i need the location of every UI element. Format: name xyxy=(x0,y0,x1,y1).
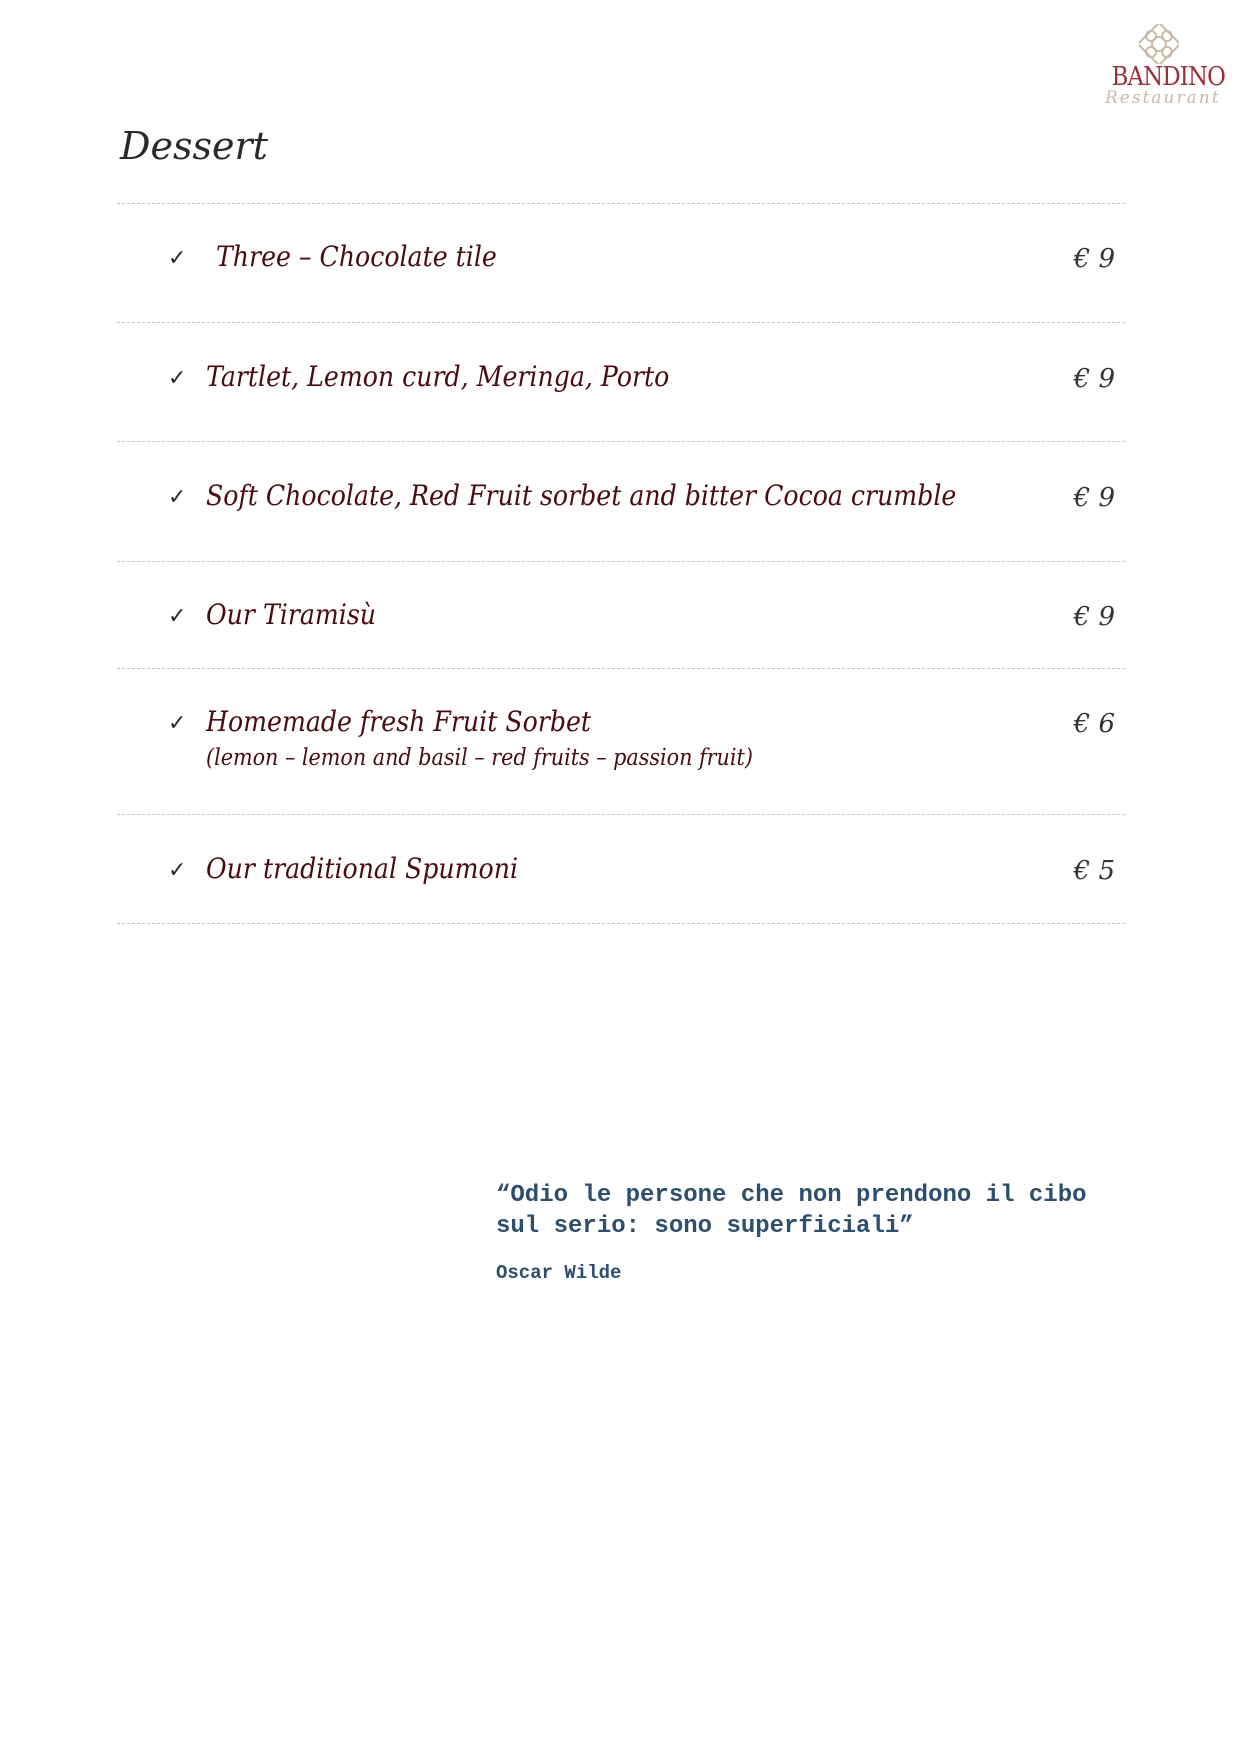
item-name: Soft Chocolate, Red Fruit sorbet and bitter Cocoa crumble xyxy=(206,479,957,512)
section-title: Dessert xyxy=(120,124,268,168)
checkmark-icon: ✓ xyxy=(168,246,187,271)
item-name: Our traditional Spumoni xyxy=(206,852,519,885)
checkmark-icon: ✓ xyxy=(168,711,187,736)
ornament-emblem-icon xyxy=(1139,24,1179,64)
item-price: € 9 xyxy=(1073,602,1115,632)
quote-author: Oscar Wilde xyxy=(496,1262,622,1284)
item-name: Our Tiramisù xyxy=(206,598,377,631)
item-price: € 6 xyxy=(1073,709,1115,739)
divider xyxy=(117,322,1125,323)
item-price: € 5 xyxy=(1073,856,1115,886)
divider xyxy=(117,923,1125,924)
logo-name: BANDINO xyxy=(1111,62,1225,92)
divider xyxy=(117,561,1125,562)
checkmark-icon: ✓ xyxy=(168,366,187,391)
item-price: € 9 xyxy=(1073,483,1115,513)
item-note: (lemon – lemon and basil – red fruits – passion fruit) xyxy=(206,745,753,771)
checkmark-icon: ✓ xyxy=(168,604,187,629)
logo-subtitle: Restaurant xyxy=(1105,88,1221,108)
divider xyxy=(117,203,1125,204)
checkmark-icon: ✓ xyxy=(168,858,187,883)
divider xyxy=(117,441,1125,442)
item-name: Tartlet, Lemon curd, Meringa, Porto xyxy=(206,360,670,393)
divider xyxy=(117,668,1125,669)
quote-text: “Odio le persone che non prendono il cibo sul serio: sono superficiali” xyxy=(496,1182,1087,1240)
divider xyxy=(117,814,1125,815)
item-price: € 9 xyxy=(1073,244,1115,274)
item-name: Three – Chocolate tile xyxy=(216,240,497,273)
item-name: Homemade fresh Fruit Sorbet xyxy=(206,705,592,738)
checkmark-icon: ✓ xyxy=(168,485,187,510)
item-price: € 9 xyxy=(1073,364,1115,394)
restaurant-logo xyxy=(1105,24,1225,110)
